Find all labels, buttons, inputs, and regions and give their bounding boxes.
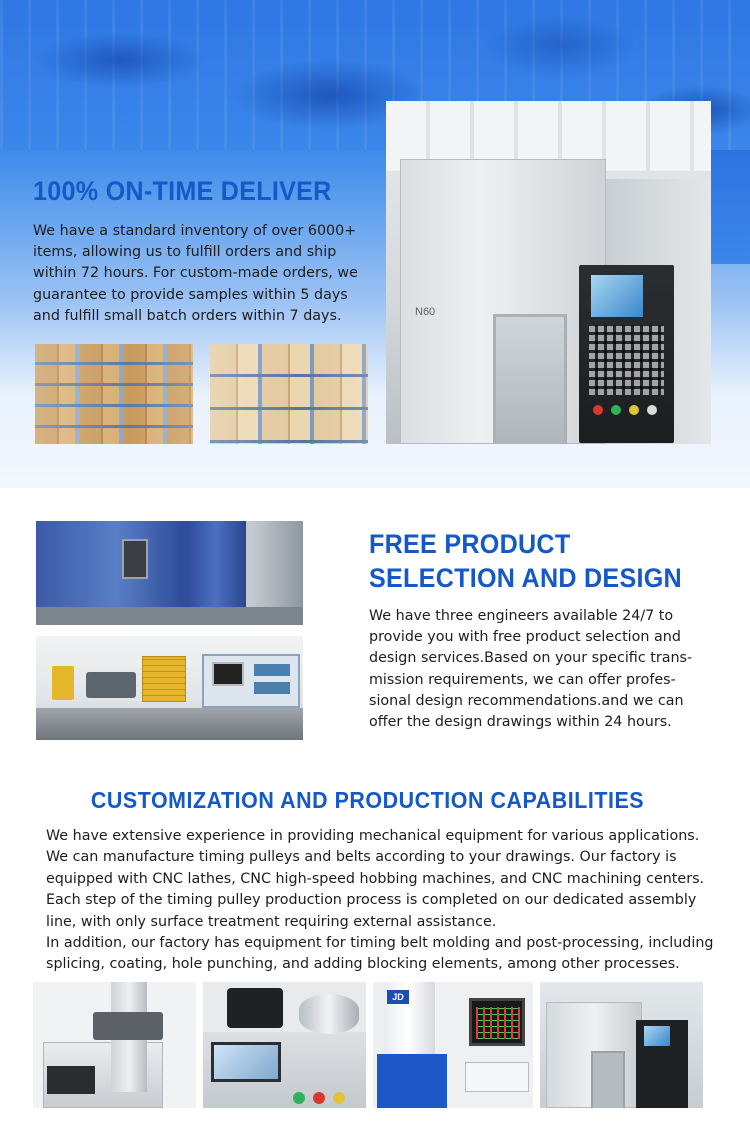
tester-logo: JD xyxy=(387,990,409,1004)
tensile-tester-photo xyxy=(373,982,533,1108)
delivery-title: 100% ON-TIME DELIVER xyxy=(33,176,332,206)
production-description xyxy=(46,826,718,976)
hobbing-machine-photo xyxy=(36,521,303,625)
production-paragraph-1: We have extensive experience in providing mechanical equipment for various applications. We can manufacture timing pulleys and belts according to your drawings. Our factory is equipped with CNC lathes, CNC high-speed hobbing machines, and CNC machining centers. Each step of the timing pulley production process is completed on our dedicated assembly line, with only surface treatment requiring external assistance. xyxy=(46,828,705,930)
hero-side-strip xyxy=(711,150,750,264)
delivery-description: We have a standard inventory of over 6000+ items, allowing us to fulfill orders and ship within 72 hours. For custom-made orders, we guarantee to provide samples within 5 days and fulfill small batch orders within 7 days. xyxy=(33,223,358,324)
production-paragraph-2: In addition, our factory has equipment for timing belt molding and post-processing, including splicing, coating, hole punching, and adding blocking elements, among other processes. xyxy=(46,935,714,973)
machine-model-label: N60 xyxy=(415,306,436,318)
cnc-machine-photo xyxy=(386,101,711,444)
test-bench-photo xyxy=(36,636,303,740)
design-title-line2: SELECTION AND DESIGN xyxy=(369,563,682,593)
design-title xyxy=(369,527,682,595)
motor-test-rig-photo xyxy=(203,982,366,1108)
design-description: We have three engineers available 24/7 to provide you with free product selection and design services.Based on your specific trans-mission requirements, we can offer profes-sional design recommendations.and we can offer the design drawings within 24 hours. xyxy=(369,608,693,731)
cnc-control-panel xyxy=(579,265,674,443)
measuring-machine-photo xyxy=(33,982,196,1108)
warehouse-photo-2 xyxy=(210,344,368,444)
machining-center-photo xyxy=(540,982,703,1108)
warehouse-photo-1 xyxy=(35,344,193,444)
design-title-line1: FREE PRODUCT xyxy=(369,529,571,559)
production-title: CUSTOMIZATION AND PRODUCTION CAPABILITIES xyxy=(90,787,645,813)
